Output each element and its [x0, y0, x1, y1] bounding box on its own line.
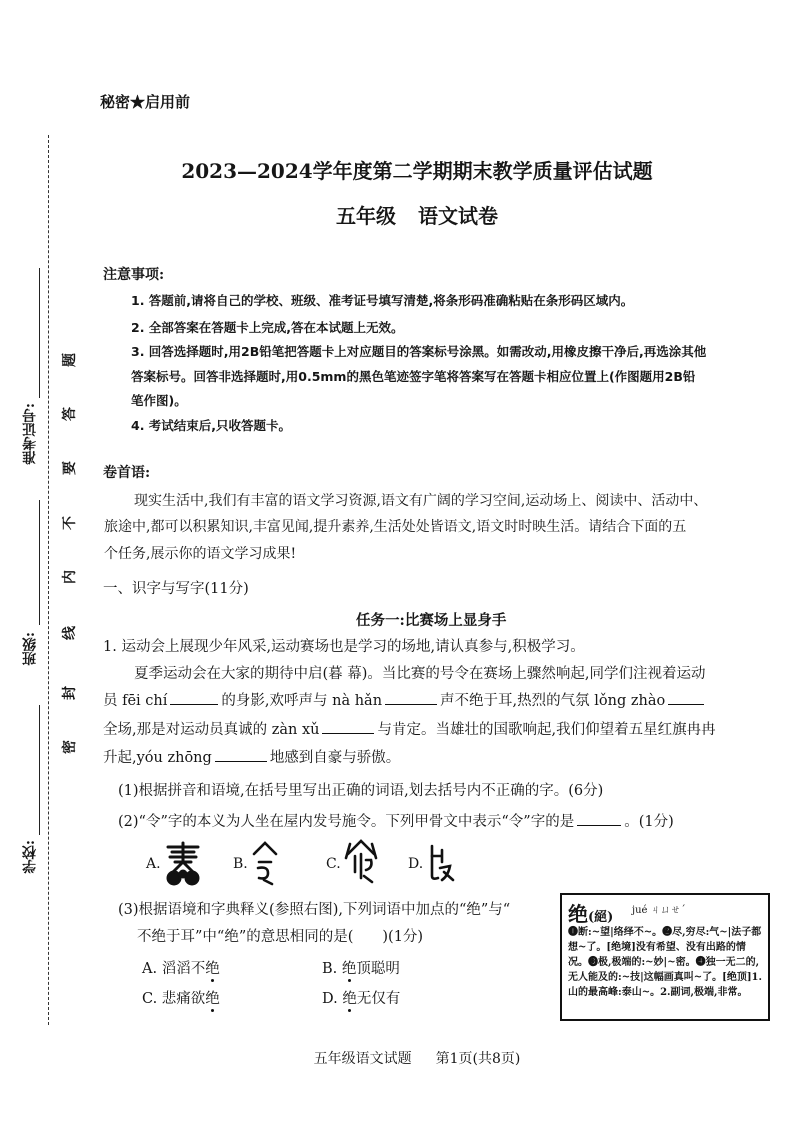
option-b-label: B.	[233, 856, 248, 872]
confidential-mark: 秘密★启用前	[100, 93, 191, 111]
answer-blank[interactable]	[322, 719, 374, 734]
choice-text: B.	[322, 961, 342, 977]
sub-question-2-text: (2)“令”字的本义为人坐在屋内发号施令。下列甲骨文中表示“令”字的是	[118, 814, 575, 830]
notes-heading: 注意事项:	[103, 267, 165, 283]
dictionary-pinyin: jué ㄐㄩㄝˊ	[632, 905, 686, 916]
answer-blank[interactable]	[215, 747, 267, 762]
section-heading: 一、识字与写字(11分)	[103, 581, 249, 597]
passage-line-1: 夏季运动会在大家的期待中启(暮 幕)。当比赛的号令在赛场上骤然响起,同学们注视着运动	[134, 666, 706, 682]
preface-line: 旅途中,都可以积累知识,丰富见闻,提升素养,生活处处皆语文,语文时时映生活。请结合下面的五	[104, 519, 687, 535]
seal-char: 密	[62, 740, 78, 754]
exam-title: 2023—2024学年度第二学期期末教学质量评估试题	[181, 159, 653, 183]
passage-text: 与肯定。当雄壮的国歌响起,我们仰望着五星红旗冉冉	[377, 722, 716, 738]
choice-c[interactable]	[142, 987, 220, 1008]
option-c-label: C.	[326, 856, 341, 872]
school-label: 学校:	[22, 840, 38, 874]
seal-char: 封	[62, 686, 78, 700]
grade-label: 五年级	[336, 204, 396, 228]
headword: 绝	[568, 902, 588, 926]
sub-question-3-line-1: (3)根据语境和字典释义(参照右图),下列词语中加点的“绝”与“	[118, 902, 511, 918]
footer-exam-name: 五年级语文试题	[313, 1051, 412, 1067]
preface-line: 个任务,展示你的语文学习成果!	[104, 546, 297, 562]
exam-no-label: 准考证号:	[22, 403, 38, 465]
binding-dashed-line	[48, 135, 49, 1025]
exam-subtitle	[0, 200, 794, 229]
subject-label: 语文试卷	[418, 204, 498, 228]
dotted-char: 绝	[341, 961, 357, 977]
passage-line-4	[103, 746, 400, 767]
note-item: 答案标号。回答非选择题时,用0.5mm的黑色笔迹签字笔将答案写在答题卡相应位置上(作图题用2B铅	[131, 369, 696, 384]
passage-line-3	[103, 718, 716, 739]
dotted-char: 绝	[205, 961, 220, 977]
choice-text: A. 滔滔不	[142, 961, 206, 977]
headword-traditional: (絕)	[588, 910, 614, 925]
seal-char: 不	[62, 516, 78, 530]
choice-a[interactable]	[142, 957, 220, 978]
oracle-glyph-b-icon	[250, 840, 280, 886]
seal-char: 答	[62, 407, 78, 421]
sub-question-2-score: 。(1分)	[624, 814, 674, 830]
option-d-label: D.	[408, 856, 424, 872]
note-item: 笔作图)。	[131, 393, 187, 408]
passage-text: 的身影,欢呼声与 nà hǎn	[221, 693, 383, 709]
answer-blank[interactable]	[577, 811, 621, 826]
sub-question-3-line-2: 不绝于耳”中“绝”的意思相同的是( )(1分)	[137, 929, 424, 945]
dictionary-headword	[568, 898, 613, 927]
sub-question-1: (1)根据拼音和语境,在括号里写出正确的词语,划去括号内不正确的字。(6分)	[118, 783, 604, 799]
sub-question-2	[118, 810, 674, 831]
choice-text: D.	[322, 991, 343, 1007]
oracle-glyph-a-icon	[163, 840, 203, 888]
passage-text: 声不绝于耳,热烈的气氛 lǒng zhào	[440, 693, 666, 709]
note-item: 1. 答题前,请将自己的学校、班级、准考证号填写清楚,将条形码准确粘贴在条形码区域内。	[131, 293, 634, 308]
note-item: 3. 回答选择题时,用2B铅笔把答题卡上对应题目的答案标号涂黑。如需改动,用橡皮擦干净后,再选涂其他	[131, 344, 707, 359]
choice-b[interactable]	[322, 957, 400, 978]
class-label: 班级:	[22, 632, 38, 666]
dictionary-definition: ❶断:~望|络绎不~。❷尽,穷尽:气~|法子都想~了。[绝境]没有希望、没有出路的情况。❸极,极端的:~妙|~密。❹独一无二的,无人能及的:~技|这幅画真叫~了。[绝顶]1.山的最高峰:泰山~。2.副词,极端,非常。	[568, 927, 762, 998]
passage-text: 地感到自豪与骄傲。	[269, 750, 401, 766]
passage-text: 升起,yóu zhōng	[103, 750, 212, 766]
choice-d[interactable]	[322, 987, 400, 1008]
task-title: 任务一:比赛场上显身手	[356, 612, 507, 629]
choice-text: C. 悲痛欲	[142, 991, 206, 1007]
school-write-line	[39, 705, 40, 835]
dictionary-excerpt	[560, 893, 770, 1021]
footer-page-number: 第1页(共8页)	[435, 1051, 521, 1067]
option-a-label: A.	[146, 856, 161, 872]
answer-blank[interactable]	[170, 690, 218, 705]
dotted-char: 绝	[205, 991, 220, 1007]
passage-line-2	[103, 689, 707, 710]
passage-text: 全场,那是对运动员真诚的 zàn xǔ	[103, 722, 320, 738]
note-item: 2. 全部答案在答题卡上完成,答在本试题上无效。	[131, 320, 404, 335]
seal-char: 题	[62, 353, 78, 367]
oracle-glyph-c-icon	[344, 838, 378, 886]
oracle-glyph-d-icon	[426, 842, 456, 884]
question-1: 1. 运动会上展现少年风采,运动赛场也是学习的场地,请认真参与,积极学习。	[103, 639, 585, 655]
seal-char: 内	[62, 570, 78, 584]
class-write-line	[39, 500, 40, 625]
exam-no-write-line	[39, 268, 40, 398]
note-item: 4. 考试结束后,只收答题卡。	[131, 418, 292, 433]
page-footer	[0, 1048, 794, 1068]
preface-line: 现实生活中,我们有丰富的语文学习资源,语文有广阔的学习空间,运动场上、阅读中、活动中、	[134, 493, 708, 509]
seal-char: 线	[62, 626, 78, 640]
passage-text: 员 fēi chí	[103, 693, 168, 709]
answer-blank[interactable]	[668, 690, 704, 705]
choice-text: 顶聪明	[356, 961, 400, 977]
answer-blank[interactable]	[385, 690, 437, 705]
preface-heading: 卷首语:	[103, 465, 151, 481]
seal-char: 要	[62, 461, 78, 475]
choice-text: 无仅有	[356, 991, 401, 1007]
dotted-char: 绝	[342, 991, 357, 1007]
